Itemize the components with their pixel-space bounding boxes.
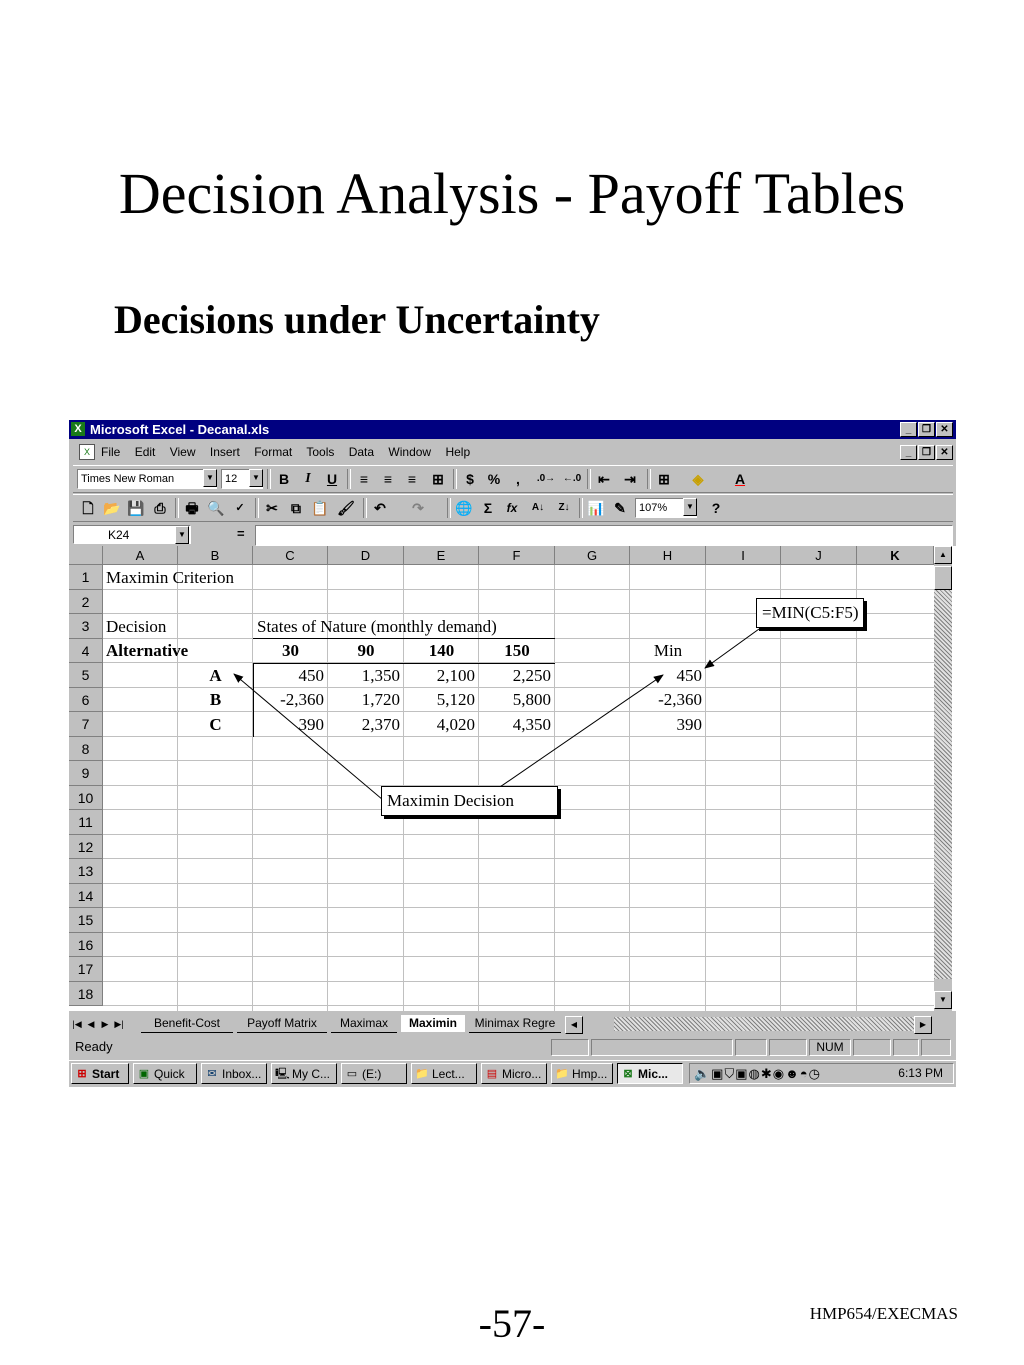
row-header[interactable]: 6 xyxy=(69,688,103,713)
footer-course-code: HMP654/EXECMAS xyxy=(809,1304,958,1323)
column-header-k[interactable]: K xyxy=(857,546,934,565)
column-header-d[interactable]: D xyxy=(328,546,404,565)
name-box[interactable]: K24 xyxy=(73,525,191,544)
column-header-i[interactable]: I xyxy=(706,546,781,565)
taskbar-my-computer-label: My C... xyxy=(292,1067,330,1081)
cell-d7[interactable]: 2,370 xyxy=(361,715,400,734)
cell-h5-min[interactable]: 450 xyxy=(676,666,702,685)
status-panel xyxy=(735,1039,767,1056)
open-folder-icon[interactable]: 📂 xyxy=(103,500,121,516)
column-header-f[interactable]: F xyxy=(479,546,555,565)
cell-d5[interactable]: 1,350 xyxy=(361,666,400,685)
font-color-icon[interactable]: A xyxy=(734,471,746,487)
computer-icon: 🖳 xyxy=(275,1068,290,1080)
redo-icon[interactable]: ↷ xyxy=(412,500,424,516)
workbook-close-button[interactable]: ✕ xyxy=(936,445,953,460)
function-button[interactable]: fx xyxy=(506,501,518,515)
excel-window xyxy=(69,420,956,1087)
taskbar-powerpoint-label: Micro... xyxy=(502,1067,542,1081)
workbook-icon[interactable]: X xyxy=(79,444,95,460)
comma-button[interactable]: , xyxy=(516,471,520,487)
scroll-track[interactable] xyxy=(934,590,952,979)
formula-callout: =MIN(C5:F5) xyxy=(756,598,864,628)
taskbar-my-computer[interactable] xyxy=(271,1063,337,1084)
arrow-to-b5 xyxy=(234,674,383,800)
taskbar-quick[interactable] xyxy=(133,1063,197,1084)
excel-icon: ⊠ xyxy=(623,1068,633,1080)
align-center-icon[interactable]: ≡ xyxy=(383,471,393,487)
formula-bar xyxy=(69,524,956,546)
workbook-minimize-button[interactable]: _ xyxy=(900,445,917,460)
taskbar-hmp-label: Hmp... xyxy=(572,1067,608,1081)
font-name-select[interactable]: Times New Roman xyxy=(77,469,217,489)
sheet-tab-benefit-cost[interactable]: Benefit-Cost xyxy=(141,1015,233,1033)
row-header[interactable]: 12 xyxy=(69,835,103,860)
cell-f5[interactable]: 2,250 xyxy=(512,666,551,685)
sheet-tab-bar xyxy=(69,1015,956,1034)
hscroll-left-icon[interactable]: ◀ xyxy=(565,1016,583,1034)
zoom-select[interactable]: 107% xyxy=(635,498,697,518)
slide-title: Decision Analysis - Payoff Tables xyxy=(118,161,906,226)
window-controls xyxy=(899,422,953,441)
taskbar-excel-label: Mic... xyxy=(638,1067,669,1081)
cell-c6[interactable]: -2,360 xyxy=(280,690,324,709)
name-box-dropdown-icon[interactable]: ▼ xyxy=(175,526,189,544)
row-header[interactable]: 4 xyxy=(69,639,103,664)
status-panel xyxy=(769,1039,807,1056)
row-header[interactable]: 8 xyxy=(69,737,103,762)
maximin-decision-callout: Maximin Decision xyxy=(381,786,558,816)
format-painter-icon[interactable]: 🖌 xyxy=(337,500,355,516)
taskbar-lect[interactable] xyxy=(411,1063,477,1084)
spreadsheet-grid xyxy=(69,546,956,1011)
row-header[interactable]: 15 xyxy=(69,908,103,933)
inbox-icon: ✉ xyxy=(207,1068,217,1080)
cell-a3-decision[interactable]: Decision xyxy=(106,617,167,636)
status-panel xyxy=(893,1039,919,1056)
next-sheet-icon[interactable]: ▶ xyxy=(101,1019,109,1029)
font-dropdown-icon[interactable]: ▼ xyxy=(203,469,217,487)
save-icon[interactable]: 💾 xyxy=(127,500,145,516)
window-titlebar[interactable] xyxy=(69,420,956,439)
cell-d4-demand[interactable]: 90 xyxy=(357,641,375,660)
column-header-a[interactable]: A xyxy=(103,546,178,565)
status-panel xyxy=(853,1039,891,1056)
column-header-h[interactable]: H xyxy=(630,546,706,565)
cell-c4-demand[interactable]: 30 xyxy=(282,641,299,660)
cell-a4-alternative[interactable]: Alternative xyxy=(106,641,189,660)
print-icon[interactable]: 🖶 xyxy=(185,500,199,516)
system-tray xyxy=(689,1063,954,1084)
status-num: NUM xyxy=(809,1039,851,1056)
menu-bar xyxy=(69,441,956,463)
increase-indent-icon[interactable]: ⇥ xyxy=(624,471,636,487)
clock[interactable]: 6:13 PM xyxy=(898,1066,943,1080)
cell-b6-alt[interactable]: B xyxy=(209,690,222,709)
cell-e5[interactable]: 2,100 xyxy=(436,666,475,685)
align-left-icon[interactable]: ≡ xyxy=(359,471,369,487)
new-file-icon[interactable]: 🗋 xyxy=(82,500,94,516)
drive-icon: ▭ xyxy=(346,1068,358,1080)
workbook-restore-button[interactable]: ❐ xyxy=(918,445,935,460)
sort-ascending-icon[interactable]: A↓ xyxy=(531,502,545,513)
row-header[interactable]: 13 xyxy=(69,859,103,884)
menu-format[interactable]: Format xyxy=(254,445,293,459)
column-header-g[interactable]: G xyxy=(555,546,630,565)
equals-sign[interactable]: = xyxy=(237,526,245,541)
menu-insert[interactable]: Insert xyxy=(209,445,240,459)
quick-icon: ▣ xyxy=(138,1068,150,1080)
bold-button[interactable]: B xyxy=(278,471,290,487)
fill-color-icon[interactable]: ◈ xyxy=(692,471,704,487)
undo-icon[interactable]: ↶ xyxy=(374,500,386,516)
windows-taskbar xyxy=(69,1060,956,1087)
row-header[interactable]: 17 xyxy=(69,957,103,982)
sheet-tab-payoff-matrix[interactable]: Payoff Matrix xyxy=(237,1015,327,1033)
cell-e6[interactable]: 5,120 xyxy=(436,690,475,709)
row-header[interactable]: 9 xyxy=(69,761,103,786)
taskbar-lect-label: Lect... xyxy=(432,1067,465,1081)
cell-f4-demand[interactable]: 150 xyxy=(504,641,530,660)
excel-app-icon[interactable]: X xyxy=(71,422,85,436)
status-bar xyxy=(69,1037,956,1057)
zoom-dropdown-icon[interactable]: ▼ xyxy=(683,498,697,516)
scroll-up-icon[interactable]: ▲ xyxy=(934,546,952,564)
tray-icons[interactable]: 🔈▣⛉▣◍✱◉☻◓◷ xyxy=(694,1066,821,1081)
menu-help[interactable]: Help xyxy=(445,445,471,459)
cell-c7[interactable]: 390 xyxy=(298,715,324,734)
start-button[interactable] xyxy=(71,1063,129,1084)
status-panel xyxy=(921,1039,951,1056)
row-header[interactable]: 16 xyxy=(69,933,103,958)
chart-wizard-icon[interactable]: 📊 xyxy=(587,500,605,516)
row-header[interactable]: 10 xyxy=(69,786,103,811)
row-header[interactable]: 3 xyxy=(69,614,103,639)
cell-c5[interactable]: 450 xyxy=(298,666,324,685)
align-right-icon[interactable]: ≡ xyxy=(407,471,417,487)
sheet-tab-minimax-regret[interactable]: Minimax Regre xyxy=(469,1015,561,1033)
print-preview-icon[interactable]: 🔍 xyxy=(207,500,225,516)
italic-button[interactable]: I xyxy=(305,471,311,486)
menu-window[interactable]: Window xyxy=(388,445,432,459)
taskbar-drive-e[interactable] xyxy=(341,1063,407,1084)
row-header[interactable]: 11 xyxy=(69,810,103,835)
row-header[interactable]: 2 xyxy=(69,590,103,615)
vertical-scrollbar[interactable] xyxy=(934,546,952,1011)
menu-data[interactable]: Data xyxy=(348,445,375,459)
start-label: Start xyxy=(92,1067,120,1081)
drawing-icon[interactable]: ✎ xyxy=(614,500,626,516)
row-header[interactable]: 18 xyxy=(69,982,103,1007)
row-header[interactable]: 1 xyxy=(69,565,103,590)
last-sheet-icon[interactable]: ▶| xyxy=(114,1019,124,1029)
row-header[interactable]: 5 xyxy=(69,663,103,688)
sheet-tab-maximax[interactable]: Maximax xyxy=(331,1015,397,1033)
cell-a1-title[interactable]: Maximin Criterion xyxy=(106,568,234,587)
merge-center-icon[interactable]: ⊞ xyxy=(432,471,444,487)
underline-button[interactable]: U xyxy=(326,471,338,487)
row-header[interactable]: 7 xyxy=(69,712,103,737)
page-number: -57- xyxy=(478,1301,546,1346)
menu-tools[interactable]: Tools xyxy=(306,445,335,459)
percent-button[interactable]: % xyxy=(487,471,501,487)
status-ready: Ready xyxy=(75,1039,113,1054)
scroll-thumb[interactable] xyxy=(934,566,952,590)
taskbar-inbox[interactable] xyxy=(201,1063,267,1084)
arrow-to-h5 xyxy=(705,629,759,668)
hscroll-right-icon[interactable]: ▶ xyxy=(914,1016,932,1034)
restore-button[interactable]: ❐ xyxy=(918,422,935,437)
row-header[interactable]: 14 xyxy=(69,884,103,909)
window-title: Microsoft Excel - Decanal.xls xyxy=(90,422,270,437)
workbook-controls xyxy=(899,445,953,467)
font-size-dropdown-icon[interactable]: ▼ xyxy=(249,469,263,487)
menu-edit[interactable]: Edit xyxy=(134,445,156,459)
paste-icon[interactable]: 📋 xyxy=(311,500,329,516)
column-header-b[interactable]: B xyxy=(178,546,253,565)
cell-e7[interactable]: 4,020 xyxy=(436,715,475,734)
cell-b7-alt[interactable]: C xyxy=(209,715,222,734)
status-panel xyxy=(591,1039,733,1056)
cell-d6[interactable]: 1,720 xyxy=(361,690,400,709)
column-header-e[interactable]: E xyxy=(404,546,479,565)
cell-e4-demand[interactable]: 140 xyxy=(428,641,455,660)
folder-icon: 📁 xyxy=(555,1068,569,1080)
cell-h4-min[interactable]: Min xyxy=(653,641,683,660)
taskbar-drive-e-label: (E:) xyxy=(362,1067,382,1081)
powerpoint-icon: ▤ xyxy=(486,1068,498,1080)
column-header-j[interactable]: J xyxy=(781,546,857,565)
horizontal-scroll-track[interactable] xyxy=(614,1017,914,1031)
prev-sheet-icon[interactable]: ◀ xyxy=(87,1019,95,1029)
menu-file[interactable]: File xyxy=(101,445,121,459)
formula-input[interactable] xyxy=(255,525,953,546)
web-save-icon[interactable]: ⎙ xyxy=(154,500,166,516)
help-icon[interactable]: ? xyxy=(711,500,721,516)
cell-f7[interactable]: 4,350 xyxy=(512,715,551,734)
cell-h7-min[interactable]: 390 xyxy=(676,715,702,734)
copy-icon[interactable]: ⧉ xyxy=(291,500,301,516)
currency-button[interactable]: $ xyxy=(466,471,474,487)
windows-logo-icon: ⊞ xyxy=(77,1068,87,1080)
formatting-toolbar xyxy=(73,465,953,493)
cell-b5-alt[interactable]: A xyxy=(209,666,222,685)
taskbar-hmp[interactable] xyxy=(551,1063,613,1084)
close-button[interactable]: ✕ xyxy=(936,422,953,437)
first-sheet-icon[interactable]: |◀ xyxy=(72,1019,82,1029)
increase-decimal-icon[interactable]: .0→ xyxy=(536,473,556,484)
cell-f6[interactable]: 5,800 xyxy=(512,690,551,709)
autosum-button[interactable]: Σ xyxy=(483,500,493,516)
sheet-tab-maximin[interactable]: Maximin xyxy=(401,1015,465,1032)
borders-icon[interactable]: ⊞ xyxy=(658,471,670,487)
cell-h6-min[interactable]: -2,360 xyxy=(658,690,702,709)
minimize-button[interactable]: _ xyxy=(900,422,917,437)
taskbar-powerpoint[interactable] xyxy=(481,1063,547,1084)
slide-subtitle: Decisions under Uncertainty xyxy=(114,297,600,342)
spelling-icon[interactable]: ✓ xyxy=(235,502,245,514)
cell-c3-states[interactable]: States of Nature (monthly demand) xyxy=(257,617,497,636)
hyperlink-icon[interactable]: 🌐 xyxy=(455,500,473,516)
standard-toolbar xyxy=(73,494,953,522)
taskbar-quick-label: Quick xyxy=(154,1067,185,1081)
font-size-select[interactable]: 12 xyxy=(221,469,263,489)
sort-descending-icon[interactable]: Z↓ xyxy=(558,502,570,513)
cut-icon[interactable]: ✂ xyxy=(266,500,278,516)
arrow-to-h5-min xyxy=(481,675,663,800)
scroll-down-icon[interactable]: ▼ xyxy=(934,991,952,1009)
decrease-indent-icon[interactable]: ⇤ xyxy=(598,471,610,487)
taskbar-inbox-label: Inbox... xyxy=(222,1067,262,1081)
taskbar-excel[interactable] xyxy=(617,1063,683,1084)
decrease-decimal-icon[interactable]: ←.0 xyxy=(562,473,582,484)
folder-icon: 📁 xyxy=(415,1068,429,1080)
column-header-c[interactable]: C xyxy=(253,546,328,565)
status-panel xyxy=(551,1039,589,1056)
menu-view[interactable]: View xyxy=(169,445,196,459)
